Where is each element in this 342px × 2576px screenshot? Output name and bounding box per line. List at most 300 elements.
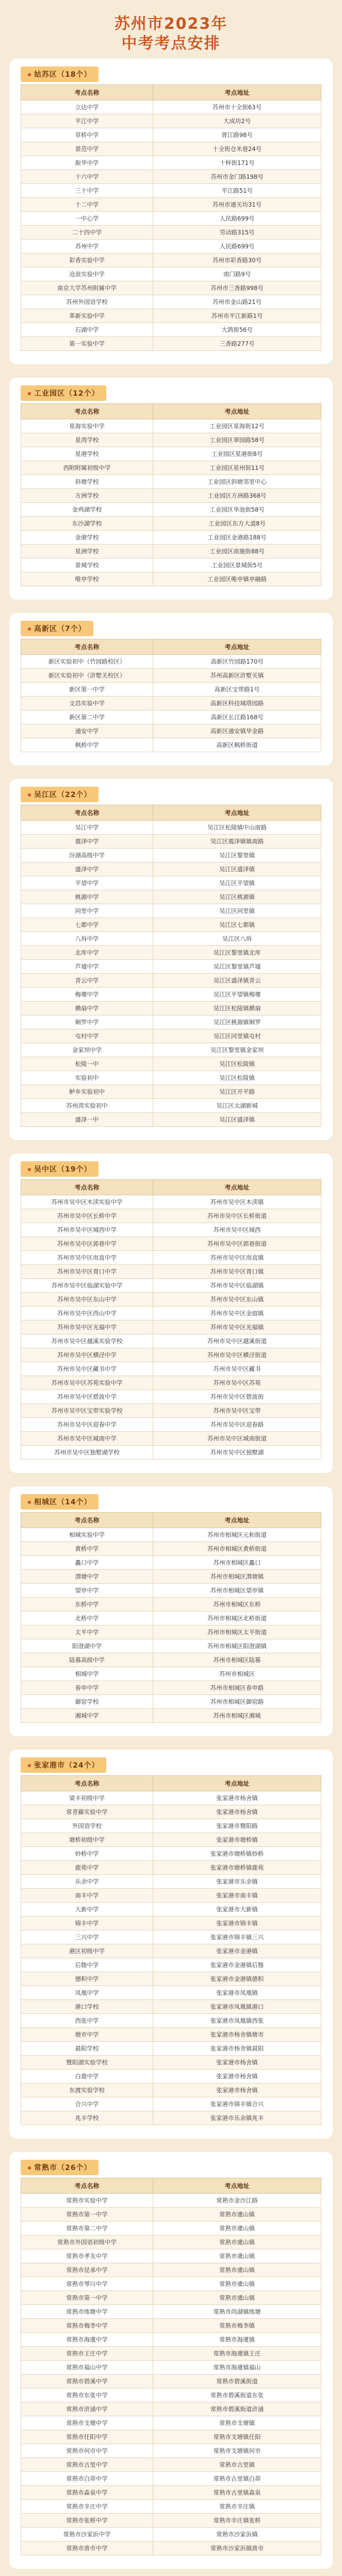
site-address-cell: 张家港市锦丰镇三兴: [153, 1930, 321, 1944]
site-name-cell: 星海实验中学: [21, 419, 153, 433]
site-address-cell: 苏州市吴中区光福镇: [153, 1320, 321, 1334]
site-address-cell: 张家港市锦丰镇合兴: [153, 2097, 321, 2111]
site-address-cell: 高新区通安镇华金路: [153, 724, 321, 738]
table-row: [21, 309, 321, 323]
site-name-cell: 新区实验初中（竹园路校区）: [21, 655, 153, 669]
site-name-cell: 暨阳湖实验学校: [21, 2056, 153, 2070]
site-address-cell: 苏州市吴中区木渎镇: [153, 1195, 321, 1209]
table-row: [21, 821, 321, 835]
site-name-cell: 西张中学: [21, 2014, 153, 2028]
site-name-cell: 第一实验中学: [21, 337, 153, 351]
column-header-name: 考点名称: [21, 404, 153, 419]
table-row: [21, 946, 321, 960]
table-row: [21, 1348, 321, 1362]
table-row: [21, 2319, 321, 2333]
site-name-cell: 大新中学: [21, 1903, 153, 1917]
table-row: [21, 2305, 321, 2319]
site-address-cell: 张家港市南丰镇: [153, 1889, 321, 1903]
site-address-cell: 工业园区翠园路58号: [153, 433, 321, 447]
site-address-cell: 常熟市沙家浜镇唐市: [153, 2541, 321, 2555]
site-name-cell: 立达中学: [21, 100, 153, 114]
section-header: [21, 784, 321, 805]
site-address-cell: 常熟市支塘镇: [153, 2416, 321, 2430]
site-name-cell: 苏州市吴中区临湖实验中学: [21, 1279, 153, 1293]
sections-container: [9, 59, 333, 2576]
site-address-cell: 苏州市吴中区城西: [153, 1223, 321, 1237]
site-address-cell: 常熟市碧溪街道: [153, 2375, 321, 2388]
district-tag: 高新区（7个）: [21, 621, 93, 636]
table-row: [21, 1612, 321, 1625]
site-name-cell: 梅堰中学: [21, 988, 153, 1002]
site-address-cell: 吴江区盛泽镇青云: [153, 974, 321, 988]
site-address-cell: 张家港市大新镇: [153, 1903, 321, 1917]
site-address-cell: 常熟市虞山镇: [153, 2263, 321, 2277]
table-header-row: [21, 85, 321, 100]
table-row: [21, 1556, 321, 1570]
site-name-cell: 苏州市吴中区宝带实验学校: [21, 1404, 153, 1418]
site-name-cell: 苏州市吴中区甪直中学: [21, 1251, 153, 1265]
table-row: [21, 475, 321, 489]
site-address-cell: 苏州市吴中区临湖镇: [153, 1279, 321, 1293]
site-name-cell: 常熟市王庄中学: [21, 2347, 153, 2361]
site-address-cell: 苏州市彩香路30号: [153, 253, 321, 267]
site-name-cell: 盛泽一中: [21, 1113, 153, 1127]
site-name-cell: 金港学校: [21, 531, 153, 545]
site-name-cell: 横扇中学: [21, 1002, 153, 1015]
table-row: [21, 419, 321, 433]
site-address-cell: 苏州市通关坊31号: [153, 198, 321, 212]
exam-site-table: [21, 84, 321, 351]
table-row: [21, 2097, 321, 2111]
site-address-cell: 常熟市辛庄镇张桥: [153, 2514, 321, 2528]
table-row: [21, 1542, 321, 1556]
exam-site-table: [21, 403, 321, 586]
district-section: [9, 1750, 333, 2139]
district-tag: 吴江区（22个）: [21, 787, 99, 802]
column-header-address: 考点地址: [153, 639, 321, 655]
table-row: [21, 1237, 321, 1251]
table-row: [21, 1875, 321, 1889]
table-row: [21, 1972, 321, 1986]
site-name-cell: 盛泽中学: [21, 862, 153, 876]
site-name-cell: 常熟市实验中学: [21, 2194, 153, 2208]
table-row: [21, 1819, 321, 1833]
table-row: [21, 2070, 321, 2083]
section-header: [21, 64, 321, 84]
site-address-cell: 张家港市塘桥镇鹿苑: [153, 1861, 321, 1875]
site-address-cell: 吴江区黎里镇: [153, 849, 321, 862]
table-row: [21, 489, 321, 503]
table-row: [21, 1667, 321, 1681]
site-name-cell: 七都中学: [21, 918, 153, 932]
column-header-name: 考点名称: [21, 1180, 153, 1195]
site-name-cell: 苏州市吴中区苏苑实验中学: [21, 1376, 153, 1390]
site-address-cell: 苏州市吴中区胥口镇: [153, 1265, 321, 1279]
district-section: [9, 779, 333, 1140]
table-row: [21, 683, 321, 697]
table-row: [21, 545, 321, 558]
table-row: [21, 1570, 321, 1584]
site-address-cell: 张家港市杨舍镇: [153, 2083, 321, 2097]
site-name-cell: 蠡口中学: [21, 1556, 153, 1570]
district-tag: 常熟市（26个）: [21, 2160, 99, 2175]
table-row: [21, 2375, 321, 2388]
site-name-cell: 振华中学: [21, 156, 153, 170]
site-address-cell: 胥江路98号: [153, 128, 321, 142]
site-name-cell: 芦墟中学: [21, 960, 153, 974]
table-row: [21, 447, 321, 461]
table-row: [21, 1917, 321, 1930]
site-name-cell: 御窑学校: [21, 1695, 153, 1709]
table-row: [21, 170, 321, 184]
table-row: [21, 156, 321, 170]
district-tag: 姑苏区（18个）: [21, 66, 99, 82]
site-address-cell: 劳动路315号: [153, 226, 321, 240]
site-name-cell: 实验初中: [21, 1071, 153, 1085]
site-address-cell: 高新区宝带路1号: [153, 683, 321, 697]
site-address-cell: 苏州市吴中区甪直镇: [153, 1251, 321, 1265]
site-name-cell: 苏州市吴中区西山中学: [21, 1307, 153, 1320]
table-row: [21, 142, 321, 156]
site-name-cell: 平江中学: [21, 114, 153, 128]
table-row: [21, 1390, 321, 1404]
site-address-cell: 张家港市凤凰镇: [153, 1986, 321, 2000]
column-header-address: 考点地址: [153, 1513, 321, 1528]
site-address-cell: 工业园区斜塘邻里中心: [153, 475, 321, 489]
site-name-cell: 常熟市东张中学: [21, 2388, 153, 2402]
site-address-cell: 张家港市塘桥镇: [153, 1833, 321, 1847]
site-address-cell: 张家港市杨舍镇晨阳: [153, 2042, 321, 2056]
table-row: [21, 295, 321, 309]
table-row: [21, 876, 321, 890]
site-name-cell: 常熟市何市中学: [21, 2444, 153, 2458]
table-row: [21, 1251, 321, 1265]
site-name-cell: 松陵一中: [21, 1057, 153, 1071]
table-row: [21, 1057, 321, 1071]
site-name-cell: 合兴中学: [21, 2097, 153, 2111]
table-row: [21, 1625, 321, 1639]
site-name-cell: 苏州市吴中区横泾中学: [21, 1348, 153, 1362]
table-row: [21, 1113, 321, 1127]
site-name-cell: 常熟市浒浦中学: [21, 2402, 153, 2416]
table-row: [21, 2444, 321, 2458]
site-address-cell: 工业园区景城街5号: [153, 558, 321, 572]
site-address-cell: 苏州市相城区渭塘镇: [153, 1570, 321, 1584]
table-row: [21, 1404, 321, 1418]
table-row: [21, 433, 321, 447]
site-address-cell: 常熟市虞山镇: [153, 2235, 321, 2249]
site-address-cell: 高新区枫桥街道: [153, 738, 321, 752]
table-row: [21, 281, 321, 295]
site-address-cell: 苏州市吴中区郭巷街道: [153, 1237, 321, 1251]
site-address-cell: 苏州市相城区御窑路: [153, 1695, 321, 1709]
site-address-cell: 工业园区华池街58号: [153, 503, 321, 517]
district-section: [9, 378, 333, 600]
site-name-cell: 锦丰中学: [21, 1917, 153, 1930]
table-row: [21, 100, 321, 114]
site-address-cell: 苏州市金山路21号: [153, 295, 321, 309]
site-name-cell: 苏州市吴中区光福中学: [21, 1320, 153, 1334]
site-name-cell: 常熟市碧溪中学: [21, 2375, 153, 2388]
site-address-cell: 常熟市金沙江路: [153, 2194, 321, 2208]
site-name-cell: 金鸡湖学校: [21, 503, 153, 517]
site-address-cell: 吴江区桃源镇铜罗: [153, 1015, 321, 1029]
site-name-cell: 通安中学: [21, 724, 153, 738]
table-header-row: [21, 1776, 321, 1791]
section-header: [21, 1492, 321, 1512]
column-header-address: 考点地址: [153, 404, 321, 419]
site-address-cell: 常熟市虞山镇: [153, 2222, 321, 2235]
table-row: [21, 323, 321, 337]
site-address-cell: 张家港市杨舍镇: [153, 1805, 321, 1819]
site-name-cell: 渭塘中学: [21, 1570, 153, 1584]
column-header-name: 考点名称: [21, 85, 153, 100]
section-header: [21, 383, 321, 403]
site-name-cell: 东桥中学: [21, 1598, 153, 1612]
district-tag: 相城区（14个）: [21, 1494, 99, 1510]
site-address-cell: 苏州市吴中区金庭镇: [153, 1307, 321, 1320]
table-row: [21, 2472, 321, 2486]
table-row: [21, 932, 321, 946]
site-name-cell: 常熟市沙家浜中学: [21, 2528, 153, 2541]
site-name-cell: 三兴中学: [21, 1930, 153, 1944]
site-address-cell: 吴江区平望镇梅堰: [153, 988, 321, 1002]
table-row: [21, 1805, 321, 1819]
site-address-cell: 吴江区松陵镇: [153, 1071, 321, 1085]
table-row: [21, 918, 321, 932]
table-row: [21, 240, 321, 253]
site-address-cell: 常熟市支塘镇任阳: [153, 2430, 321, 2444]
table-row: [21, 1195, 321, 1209]
site-name-cell: 斜塘学校: [21, 475, 153, 489]
table-row: [21, 2291, 321, 2305]
site-address-cell: 苏州市相城区望亭镇: [153, 1584, 321, 1598]
site-address-cell: 张家港市杨舍镇: [153, 2056, 321, 2070]
site-name-cell: 常熟市白茆中学: [21, 2472, 153, 2486]
site-name-cell: 苏州中学: [21, 240, 153, 253]
site-address-cell: 张家港市杨舍镇塘市: [153, 2028, 321, 2042]
column-header-address: 考点地址: [153, 1776, 321, 1791]
table-header-row: [21, 1513, 321, 1528]
page-title: 苏州市2023年: [114, 15, 228, 33]
table-row: [21, 2500, 321, 2514]
site-name-cell: 常熟市第二中学: [21, 2222, 153, 2235]
site-address-cell: 工业园区星海街12号: [153, 419, 321, 433]
site-address-cell: 苏州市吴中区横泾街道: [153, 1348, 321, 1362]
exam-site-table: [21, 639, 321, 752]
table-row: [21, 2388, 321, 2402]
table-row: [21, 1791, 321, 1805]
site-address-cell: 苏州市相城区蠡口: [153, 1556, 321, 1570]
table-row: [21, 1279, 321, 1293]
table-row: [21, 1528, 321, 1542]
district-tag: 张家港市（24个）: [21, 1757, 106, 1773]
table-row: [21, 1002, 321, 1015]
table-row: [21, 2263, 321, 2277]
site-name-cell: 湘城中学: [21, 1709, 153, 1723]
table-row: [21, 1639, 321, 1653]
site-address-cell: 吴江区震泽镇镇南路: [153, 835, 321, 849]
table-row: [21, 2347, 321, 2361]
site-address-cell: 吴江区桃源镇: [153, 890, 321, 904]
site-address-cell: 苏州市吴中区独墅湖: [153, 1446, 321, 1460]
site-name-cell: 常熟市海虞中学: [21, 2333, 153, 2347]
table-header-row: [21, 1180, 321, 1195]
site-name-cell: 港区初级中学: [21, 1944, 153, 1958]
site-name-cell: 平望中学: [21, 876, 153, 890]
site-address-cell: 苏州市吴中区迎春路: [153, 1418, 321, 1432]
site-address-cell: 三香路277号: [153, 337, 321, 351]
site-address-cell: 张家港市凤凰镇港口: [153, 2000, 321, 2014]
site-name-cell: 三十中学: [21, 184, 153, 198]
site-name-cell: 一中心学: [21, 212, 153, 226]
site-name-cell: 唯亭学校: [21, 572, 153, 586]
table-row: [21, 2361, 321, 2375]
site-name-cell: 兆丰学校: [21, 2111, 153, 2125]
site-name-cell: 乐余中学: [21, 1875, 153, 1889]
site-name-cell: 星港学校: [21, 447, 153, 461]
site-name-cell: 苏州市吴中区越溪实验学校: [21, 1334, 153, 1348]
site-name-cell: 沧浪实验中学: [21, 267, 153, 281]
table-row: [21, 1446, 321, 1460]
site-name-cell: 相城中学: [21, 1667, 153, 1681]
site-address-cell: 苏州市相城区: [153, 1667, 321, 1681]
site-address-cell: 高新区长江路168号: [153, 710, 321, 724]
site-name-cell: 桃源中学: [21, 890, 153, 904]
site-address-cell: 苏州市十全街63号: [153, 100, 321, 114]
site-name-cell: 常熟市张桥中学: [21, 2514, 153, 2528]
table-row: [21, 2249, 321, 2263]
site-name-cell: 常熟市外国语初级中学: [21, 2235, 153, 2249]
site-address-cell: 张家港市暨阳路: [153, 1819, 321, 1833]
table-row: [21, 1847, 321, 1861]
site-name-cell: 望亭中学: [21, 1584, 153, 1598]
exam-site-table: [21, 1179, 321, 1460]
site-name-cell: 苏州外国语学校: [21, 295, 153, 309]
site-address-cell: 人民路699号: [153, 240, 321, 253]
site-address-cell: 十全街仓米巷24号: [153, 142, 321, 156]
site-name-cell: 后塍中学: [21, 1958, 153, 1972]
site-name-cell: 苏州市吴中区东山中学: [21, 1293, 153, 1307]
table-row: [21, 2514, 321, 2528]
site-address-cell: 工业园区东方大道8号: [153, 517, 321, 531]
site-name-cell: 苏州市吴中区碧波中学: [21, 1390, 153, 1404]
table-row: [21, 2416, 321, 2430]
site-address-cell: 苏州市吴中区长桥街道: [153, 1209, 321, 1223]
page-subtitle: 中考考点安排: [121, 35, 221, 53]
site-name-cell: 常熟市淼泉中学: [21, 2486, 153, 2500]
table-row: [21, 2208, 321, 2222]
site-address-cell: 苏州市相城区元和街道: [153, 1528, 321, 1542]
site-name-cell: 常熟市支塘中学: [21, 2416, 153, 2430]
site-address-cell: 张家港市金港镇德积: [153, 1972, 321, 1986]
site-name-cell: 外国语学校: [21, 1819, 153, 1833]
site-name-cell: 常熟市福山中学: [21, 2361, 153, 2375]
table-row: [21, 2235, 321, 2249]
table-row: [21, 2222, 321, 2235]
table-row: [21, 1043, 321, 1057]
site-name-cell: 屯村中学: [21, 1029, 153, 1043]
table-row: [21, 890, 321, 904]
site-address-cell: 常熟市辛庄镇: [153, 2500, 321, 2514]
section-header: [21, 1159, 321, 1179]
table-row: [21, 1986, 321, 2000]
site-address-cell: 张家港市乐余镇兆丰: [153, 2111, 321, 2125]
exam-site-table: [21, 1512, 321, 1723]
table-row: [21, 1265, 321, 1279]
table-row: [21, 2028, 321, 2042]
site-name-cell: 十二中学: [21, 198, 153, 212]
table-row: [21, 2458, 321, 2472]
site-name-cell: 汾湖高级中学: [21, 849, 153, 862]
site-name-cell: 革新实验中学: [21, 309, 153, 323]
column-header-address: 考点地址: [153, 85, 321, 100]
site-address-cell: 工业园区星州街11号: [153, 461, 321, 475]
site-address-cell: 常熟市虞山镇: [153, 2208, 321, 2222]
site-address-cell: 常熟市尚湖镇练塘: [153, 2305, 321, 2319]
site-name-cell: 西附附属初级中学: [21, 461, 153, 475]
site-address-cell: 吴江区太湖新城: [153, 1099, 321, 1113]
site-address-cell: 苏州市相城区东桥: [153, 1598, 321, 1612]
site-address-cell: 吴江区黎里镇北厍: [153, 946, 321, 960]
site-name-cell: 常熟市第一中学: [21, 2291, 153, 2305]
site-name-cell: 常熟市第一中学: [21, 2208, 153, 2222]
table-row: [21, 1099, 321, 1113]
site-address-cell: 吴江区松陵镇: [153, 1057, 321, 1071]
table-row: [21, 253, 321, 267]
site-name-cell: 春申中学: [21, 1681, 153, 1695]
district-tag: 吴中区（19个）: [21, 1161, 99, 1177]
table-row: [21, 2042, 321, 2056]
site-address-cell: 张家港市金港镇: [153, 1944, 321, 1958]
site-name-cell: 常熟市辛庄中学: [21, 2500, 153, 2514]
table-row: [21, 2402, 321, 2416]
site-name-cell: 相城实验中学: [21, 1528, 153, 1542]
site-name-cell: 景范中学: [21, 142, 153, 156]
site-address-cell: 苏州市金门路198号: [153, 170, 321, 184]
table-row: [21, 738, 321, 752]
site-name-cell: 常青藤实验中学: [21, 1805, 153, 1819]
site-address-cell: 常熟市海虞镇: [153, 2333, 321, 2347]
table-row: [21, 2056, 321, 2070]
site-address-cell: 常熟市支塘镇何市: [153, 2444, 321, 2458]
site-name-cell: 新区实验初中（浒墅关校区）: [21, 669, 153, 683]
site-name-cell: 八坼中学: [21, 932, 153, 946]
site-name-cell: 梁丰初级中学: [21, 1791, 153, 1805]
column-header-name: 考点名称: [21, 639, 153, 655]
site-name-cell: 同里中学: [21, 904, 153, 918]
site-name-cell: 星湾学校: [21, 433, 153, 447]
site-address-cell: 苏州市吴中区苏苑: [153, 1376, 321, 1390]
table-row: [21, 1029, 321, 1043]
site-address-cell: 常熟市古里镇淼泉: [153, 2486, 321, 2500]
site-name-cell: 常熟市昆承中学: [21, 2263, 153, 2277]
site-address-cell: 苏州市相城区春申路: [153, 1681, 321, 1695]
table-row: [21, 669, 321, 683]
table-row: [21, 2277, 321, 2291]
site-name-cell: 苏州市吴中区木渎实验中学: [21, 1195, 153, 1209]
site-name-cell: 常熟市唐市中学: [21, 2541, 153, 2555]
site-address-cell: 苏州市平江新路1号: [153, 309, 321, 323]
table-row: [21, 226, 321, 240]
site-name-cell: 常熟市古里中学: [21, 2458, 153, 2472]
table-row: [21, 1223, 321, 1237]
site-address-cell: 吴江区盛泽镇: [153, 1113, 321, 1127]
table-row: [21, 572, 321, 586]
table-row: [21, 1015, 321, 1029]
site-address-cell: 苏州高新区浒墅关镇: [153, 669, 321, 683]
site-address-cell: 吴江区七都镇: [153, 918, 321, 932]
